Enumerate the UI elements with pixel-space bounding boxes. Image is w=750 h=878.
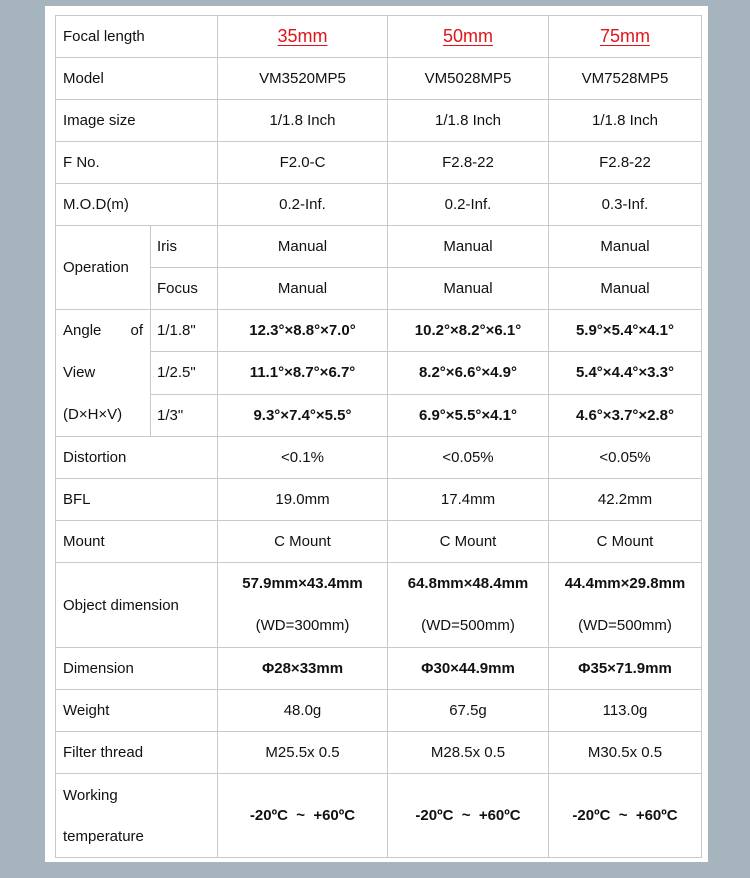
object-size: 64.8mm×48.4mm — [407, 575, 529, 592]
row-label: Model — [56, 58, 218, 100]
label-part: Working — [63, 786, 118, 804]
cell: 0.3-Inf. — [549, 184, 702, 226]
cell: 1/1.8 Inch — [549, 100, 702, 142]
row-label: Focal length — [56, 16, 218, 58]
table-row-distortion — [56, 437, 702, 479]
row-label-working-temperature — [56, 774, 218, 858]
cell: 10.2°×8.2°×6.1° — [388, 310, 549, 352]
cell: C Mount — [218, 521, 388, 563]
table-row-angle-of-view-3 — [56, 394, 702, 436]
cell: 12.3°×8.8°×7.0° — [218, 310, 388, 352]
table-row-model — [56, 58, 702, 100]
cell: Φ28×33mm — [218, 648, 388, 690]
cell: 113.0g — [549, 690, 702, 732]
cell: 8.2°×6.6°×4.9° — [388, 352, 549, 394]
table-row-dimension — [56, 648, 702, 690]
cell: F2.8-22 — [549, 142, 702, 184]
working-distance: (WD=500mm) — [578, 617, 672, 634]
table-row-mount — [56, 521, 702, 563]
table-row-operation-focus — [56, 268, 702, 310]
cell: 4.6°×3.7°×2.8° — [549, 394, 702, 436]
cell: 19.0mm — [218, 479, 388, 521]
row-label: Filter thread — [56, 732, 218, 774]
row-label: Distortion — [56, 437, 218, 479]
table-row-image-size — [56, 100, 702, 142]
cell — [549, 563, 702, 648]
label-part: of — [130, 322, 143, 339]
column-header-35mm: 35mm — [218, 16, 388, 58]
cell: M28.5x 0.5 — [388, 732, 549, 774]
sub-label: 1/1.8" — [151, 310, 218, 352]
cell: VM7528MP5 — [549, 58, 702, 100]
table-row-f-no — [56, 142, 702, 184]
row-label: M.O.D(m) — [56, 184, 218, 226]
cell: <0.1% — [218, 437, 388, 479]
cell: 0.2-Inf. — [218, 184, 388, 226]
object-size: 44.4mm×29.8mm — [564, 575, 686, 592]
cell: M25.5x 0.5 — [218, 732, 388, 774]
cell — [388, 563, 549, 648]
working-distance: (WD=500mm) — [421, 617, 515, 634]
row-label: Mount — [56, 521, 218, 563]
sub-label: 1/2.5" — [151, 352, 218, 394]
lens-spec-table — [55, 15, 702, 858]
sub-label: Focus — [151, 268, 218, 310]
table-row-object-dimension — [56, 563, 702, 648]
cell: 6.9°×5.5°×4.1° — [388, 394, 549, 436]
table-row-bfl — [56, 479, 702, 521]
cell: F2.0-C — [218, 142, 388, 184]
cell: M30.5x 0.5 — [549, 732, 702, 774]
table-row-angle-of-view-1 — [56, 310, 702, 352]
cell: 9.3°×7.4°×5.5° — [218, 394, 388, 436]
row-label: Image size — [56, 100, 218, 142]
cell: Manual — [549, 226, 702, 268]
table-row-weight — [56, 690, 702, 732]
table-row-focal-length — [56, 16, 702, 58]
cell: -20ºC ~ +60ºC — [218, 774, 388, 858]
cell: Φ35×71.9mm — [549, 648, 702, 690]
row-label: Operation — [56, 226, 151, 310]
cell: 5.4°×4.4°×3.3° — [549, 352, 702, 394]
cell: 1/1.8 Inch — [388, 100, 549, 142]
spec-sheet-panel — [45, 6, 708, 862]
cell: 67.5g — [388, 690, 549, 732]
cell: VM5028MP5 — [388, 58, 549, 100]
table-row-angle-of-view-2 — [56, 352, 702, 394]
table-row-operation-iris — [56, 226, 702, 268]
column-header-50mm: 50mm — [388, 16, 549, 58]
cell: 48.0g — [218, 690, 388, 732]
cell: 11.1°×8.7°×6.7° — [218, 352, 388, 394]
cell: -20ºC ~ +60ºC — [549, 774, 702, 858]
working-distance: (WD=300mm) — [255, 617, 350, 634]
row-label: BFL — [56, 479, 218, 521]
row-label: Object dimension — [56, 563, 218, 648]
cell — [218, 563, 388, 648]
cell: -20ºC ~ +60ºC — [388, 774, 549, 858]
column-header-75mm: 75mm — [549, 16, 702, 58]
cell: <0.05% — [549, 437, 702, 479]
cell: 0.2-Inf. — [388, 184, 549, 226]
label-part: View — [63, 364, 96, 381]
cell: 17.4mm — [388, 479, 549, 521]
cell: Φ30×44.9mm — [388, 648, 549, 690]
table-row-working-temperature — [56, 774, 702, 858]
row-label: F No. — [56, 142, 218, 184]
cell: VM3520MP5 — [218, 58, 388, 100]
cell: Manual — [388, 268, 549, 310]
cell: Manual — [549, 268, 702, 310]
label-part: (D×H×V) — [63, 406, 123, 423]
table-row-filter-thread — [56, 732, 702, 774]
cell: 1/1.8 Inch — [218, 100, 388, 142]
table-row-mod — [56, 184, 702, 226]
label-part: temperature — [63, 827, 144, 845]
cell: 42.2mm — [549, 479, 702, 521]
sub-label: Iris — [151, 226, 218, 268]
row-label: Weight — [56, 690, 218, 732]
row-label-angle-of-view — [56, 310, 151, 437]
sub-label: 1/3" — [151, 394, 218, 436]
cell: F2.8-22 — [388, 142, 549, 184]
cell: Manual — [388, 226, 549, 268]
cell: C Mount — [549, 521, 702, 563]
object-size: 57.9mm×43.4mm — [242, 575, 363, 592]
cell: Manual — [218, 226, 388, 268]
cell: 5.9°×5.4°×4.1° — [549, 310, 702, 352]
cell: Manual — [218, 268, 388, 310]
row-label: Dimension — [56, 648, 218, 690]
label-part: Angle — [63, 322, 102, 339]
cell: <0.05% — [388, 437, 549, 479]
cell: C Mount — [388, 521, 549, 563]
